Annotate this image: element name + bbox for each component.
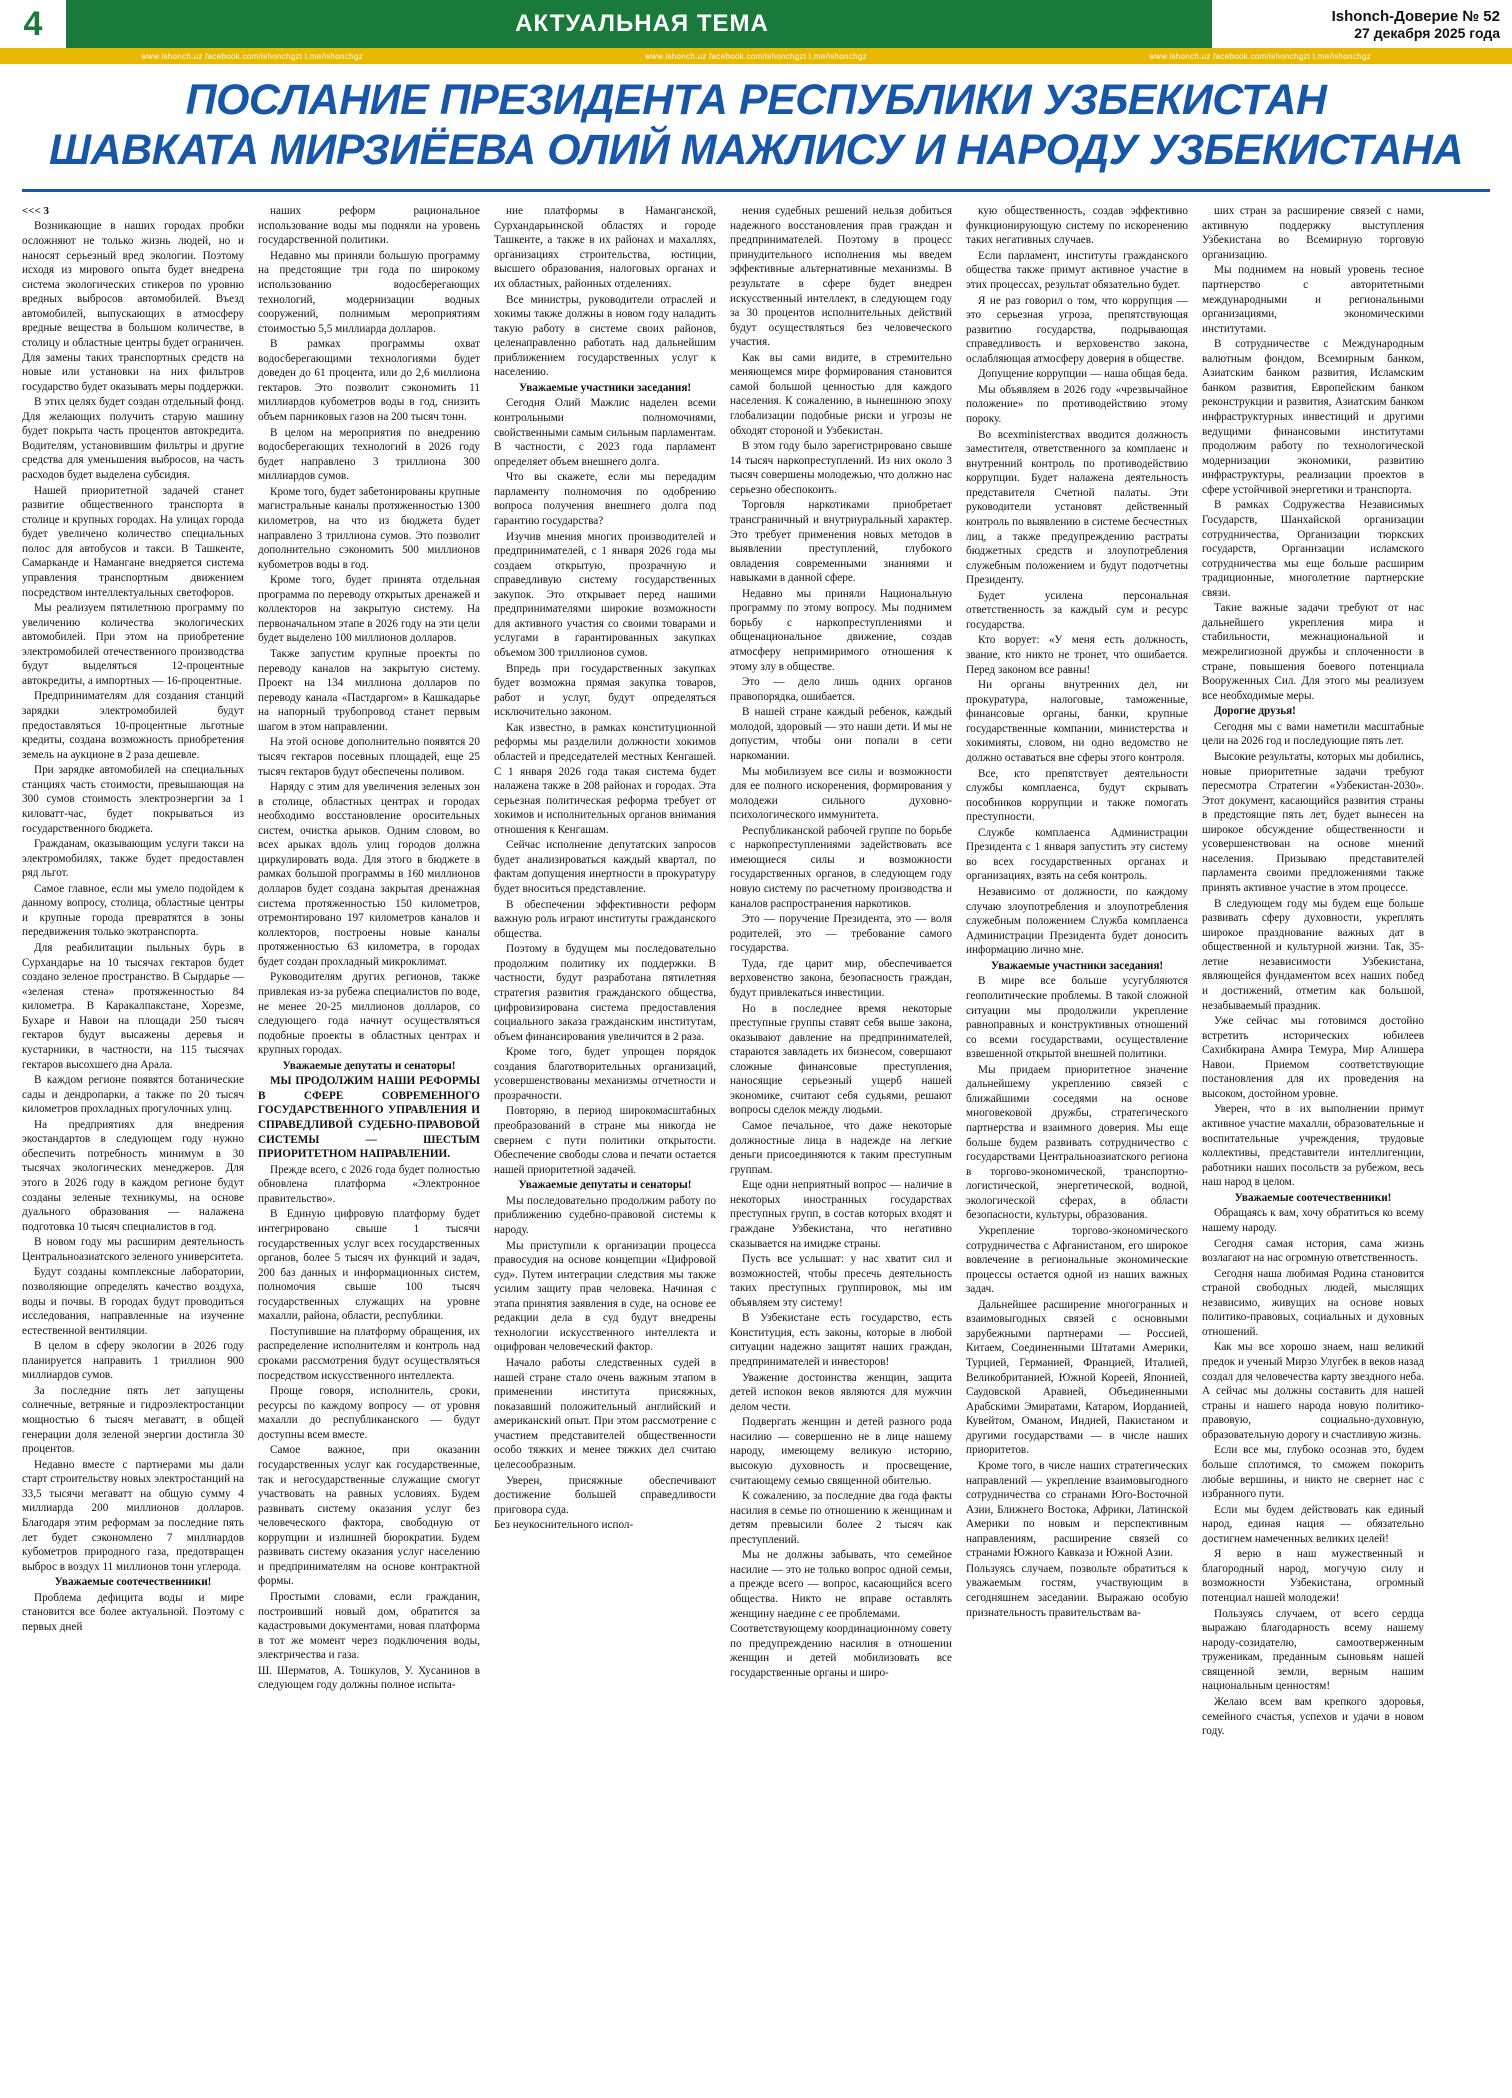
- paragraph: Кроме того, будет забетонированы крупные магистральные каналы протяженностью 1300 километров, на что из бюджета будет направлено 3 триллиона сумов. Это позволит дополнительно сэкономить 500 миллионов кубометров воды в год.: [258, 485, 480, 571]
- headline-line-2: ШАВКАТА МИРЗИЁЕВА ОЛИЙ МАЖЛИСУ И НАРОДУ УЗБЕКИСТАНА: [48, 125, 1464, 174]
- paragraph: МЫ ПРОДОЛЖИМ НАШИ РЕФОРМЫ В СФЕРЕ СОВРЕМЕННОГО ГОСУДАРСТВЕННОГО УПРАВЛЕНИЯ И СПРАВЕДЛИВОЙ СУДЕБНО-ПРАВОВОЙ СИСТЕМЫ — ШЕСТЫМ ПРИОРИТЕТНОМ НАПРАВЛЕНИИ.: [258, 1075, 480, 1161]
- paragraph: Кроме того, будет принята отдельная программа по переводу открытых дренажей и коллекторов на закрытую систему. На первоначальном этапе в 2026 году на эти цели будет выделено 100 миллионов долларов.: [258, 574, 480, 645]
- paragraph: Наряду с этим для увеличения зеленых зон в столице, областных центрах и городах необходимо восстановление оросительных систем, очистка арыков. Одним словом, во всех арыках вдоль улиц городов должна циркулировать вода. Для этого в бюджете в рамках большой программы в 160 миллионов долларов будет создана закрытая дренажная система протяженностью 150 километров, отремонтировано 197 километров каналов и коллекторов, построены новые каналы протяженностью 63 километра, в городах будет создан прохладный микроклимат.: [258, 781, 480, 968]
- paragraph: Предпринимателям для создания станций зарядки электромобилей будут предоставляться 10-процентные льготные кредиты, создана возможность приобретения земель на аукционе в 2 раза дешевле.: [22, 690, 244, 761]
- paragraph: Уверен, что в их выполнении примут активное участие махалли, образовательные и воспитательные учреждения, трудовые коллективы, представители интеллигенции, работники наших посольств за рубежом, весь наш народ в целом.: [1202, 1103, 1424, 1189]
- paragraph: Поэтому в будущем мы последовательно продолжим политику их поддержки. В частности, будут разработана пятилетняя стратегия развития гражданского общества, цифровизирована система предоставления социального заказа гражданским институтам, объем финансирования увеличится в 2 раза.: [494, 943, 716, 1043]
- paragraph: В нашей стране каждый ребенок, каждый молодой, здоровый — это наши дети. И мы не допустим, чтобы они попали в сети наркомании.: [730, 706, 952, 762]
- paragraph: Гражданам, оказывающим услуги такси на электромобилях, также будет предоставлен ряд льгот.: [22, 838, 244, 880]
- paragraph: Мы не должны забывать, что семейное насилие — это не только вопрос одной семьи, а прежде всего — вопрос, касающийся всего общества. Никто не вправе оставлять женщину наедине с ее проблемами.: [730, 1549, 952, 1620]
- paragraph: На этой основе дополнительно появятся 20 тысяч гектаров посевных площадей, еще 25 тысяч гектаров будут обеспечены поливом.: [258, 736, 480, 778]
- paragraph: В рамках Содружества Независимых Государств, Шанхайской организации сотрудничества, Организации тюркских государств, Организации исламского сотрудничества мы еще больше расширим традиционные, многолетние партнерские связи.: [1202, 499, 1424, 599]
- paragraph: Пользуясь случаем, от всего сердца выражаю благодарность всему нашему народу-созидателю, самоотверженным труженикам, преданным сыновьям нашей священной земли, верным нашим национальным ценностям!: [1202, 1607, 1424, 1693]
- paragraph: Будет усилена персональная ответственность за каждый сум и ресурс государства.: [966, 589, 1188, 631]
- paragraph: В целом на мероприятия по внедрению водосберегающих технологий в 2026 году будет направлено 3 триллиона 300 миллиардов сумов.: [258, 426, 480, 483]
- paragraph: Будут созданы комплексные лаборатории, позволяющие определять качество воздуха, воды и почвы. В городах будут проводиться исследования, направленные на изучение естественной вентиляции.: [22, 1266, 244, 1337]
- paragraph: Недавно мы приняли Национальную программу по этому вопросу. Мы поднимем борьбу с наркопреступлениями и общенациональное движение, создав атмосферу непримиримого отношения к этому злу в обществе.: [730, 587, 952, 673]
- publication-name: Ishonch-Доверие № 52: [1331, 7, 1500, 25]
- paragraph: Для реабилитации пыльных бурь в Сурхандарье на 10 тысячах гектаров будет создано зеленое пространство. В Сырдарье — «зеленая стена» протяженностью 84 километра. В Каракалпакстане, Хорезме, Бухаре и Навои на площади 250 тысяч гектаров будут высажены деревья и кустарники, в частности, на 115 тысячах гектаров высохшего дна Арала.: [22, 942, 244, 1071]
- paragraph: Мы придаем приоритетное значение дальнейшему укреплению связей с ближайшими соседями на основе многовековой дружбы, стратегического партнерства и взаимного доверия. Мы еще больше будем развивать сотрудничество с государствами Центральноазиатского региона в торгово-экономической, транспортно-логистической, энергетической, водной, экологической сферах, в области безопасности, культуры, образования.: [966, 1063, 1188, 1222]
- paragraph: Руководителям других регионов, также привлекая из-за рубежа специалистов по воде, не менее 20-25 миллионов долларов, со следующего года начнут осуществляться подобные проекты в областных центрах и крупных городах.: [258, 971, 480, 1057]
- paragraph: В сотрудничестве с Международным валютным фондом, Всемирным банком, Азиатским банком развития, Исламским банком развития, Европейским банком реконструкции и развития, Азиатским банком инфраструктурных инвестиций и другими ведущими финансовыми институтами продолжим работу по технологической модернизации экономики, развитию инфраструктуры, реализации проектов в сфере устойчивой энергетики и транспорта.: [1202, 338, 1424, 496]
- paragraph: Я верю в наш мужественный и благородный народ, могучую силу и возможности Узбекистана, огромный потенциал нашей молодежи!: [1202, 1548, 1424, 1605]
- paragraph: В обеспечении эффективности реформ важную роль играют институты гражданского общества.: [494, 898, 716, 940]
- paragraph: ших стран за расширение связей с нами, активную поддержку выступления Узбекистана во Всемирную торговую организацию.: [1202, 205, 1424, 261]
- paragraph: Без неукоснительного испол-: [494, 1519, 634, 1532]
- paragraph: Республиканской рабочей группе по борьбе с наркопреступлениями задействовать все имеющиеся силы и возможности государственных органов, в следующем году новую систему по расчетному производства и каналов распространения наркотиков.: [730, 824, 952, 910]
- paragraph: На предприятиях для внедрения экостандартов в следующем году нужно обеспечить потребность минимум в 30 тысячах экологических менеджеров. Для этого в 2026 году в каждом регионе будут созданы зеленые техникумы, на основе дуального образования — налажена подготовка 10 тысяч специалистов в год.: [22, 1118, 244, 1233]
- paragraph: Сегодня Олий Мажлис наделен всеми контрольными полномочиями, свойственными самым сильным парламентам. В частности, с 2023 года парламент определяет объем внешнего долга.: [494, 397, 716, 468]
- paragraph: Начало работы следственных судей в нашей стране стало очень важным этапом в применении института присяжных, показавший положительный английский и американский опыт. При этом рассмотрение с участием представителей общественности особо тяжких и менее тяжких дел считаю целесообразным.: [494, 1357, 716, 1471]
- paragraph: Укрепление торгово-экономического сотрудничества с Афганистаном, его широкое вовлечение в региональные экономические процессы остается одной из наших важных задач.: [966, 1224, 1188, 1296]
- paragraph: Это — дело лишь одних органов правопорядка, ошибается.: [730, 676, 952, 703]
- paragraph: Все, кто препятствует деятельности службы комплаенса, будут скрывать пособников коррупции и также помогать преступности.: [966, 767, 1188, 824]
- paragraph: Прежде всего, с 2026 года будет полностью обновлена платформа «Электронное правительство».: [258, 1163, 480, 1205]
- link-segment-1[interactable]: www.ishonch.uz facebook.com/ishonchgzt t.me/ishonchgz: [141, 51, 363, 61]
- paragraph: Сейчас исполнение депутатских запросов будет анализироваться каждый квартал, по фактам допущения инертности в прокуратуру будет вноситься представление.: [494, 839, 716, 896]
- paragraph: Сегодня самая история, сама жизнь возлагают на нас огромную ответственность.: [1202, 1237, 1424, 1265]
- paragraph: Но в последнее время некоторые преступные группы ставят себя выше закона, оказывают давление на предпринимателей, стараются завладеть их бизнесом, совершают сложные финансовые преступления, наносящие серьезный ущерб нашей экономике, считают себя судьями, решают вопросы сделок между людьми.: [730, 1002, 952, 1117]
- paragraph: Желаю всем вам крепкого здоровья, семейного счастья, успехов и удачи в новом году.: [1202, 1695, 1424, 1738]
- paragraph: Ни органы внутренних дел, ни прокуратура, налоговые, таможенные, финансовые органы, банки, крупные государственные компании, министерства и хокимияты, словом, ни одно ведомство не должно оставаться вне сферы этого контроля.: [966, 679, 1188, 764]
- text-column-4: [730, 204, 952, 1740]
- paragraph: Мы последовательно продолжим работу по приближению судебно-правовой системы к народу.: [494, 1194, 716, 1236]
- paragraph: Еще одни неприятный вопрос — наличие в некоторых иностранных государствах преступных групп, в состав которых входят и граждане Узбекистана, что негативно сказывается на имидже страны.: [730, 1179, 952, 1250]
- paragraph: наших реформ рациональное использование воды мы подняли на уровень государственной политики.: [258, 205, 480, 247]
- paragraph: Службе комплаенса Администрации Президента с 1 января запустить эту систему во всех государственных органах и организациях, взять на себя контроль.: [966, 826, 1188, 883]
- paragraph: Кроме того, в числе наших стратегических направлений — укрепление взаимовыгодного сотрудничества со странами Юго-Восточной Азии, Ближнего Востока, Африки, Латинской Америки по новым и перспективным направлениям, расширение связей со странами Южного Кавказа и Южной Азии.: [966, 1459, 1188, 1560]
- paragraph: В каждом регионе появятся ботанические сады и дендропарки, а также по 20 тысяч километров прохладных прогулочных улиц.: [22, 1074, 244, 1116]
- paragraph: Независимо от должности, по каждому случаю злоупотребления и злоупотребления служебным положением Служба комплаенса Администрации Президента будет доносить информацию лично мне.: [966, 886, 1188, 957]
- paragraph: Впредь при государственных закупках будет возможна прямая закупка товаров, работ и услуг, будут определяться исключительно законом.: [494, 662, 716, 719]
- paragraph: Сегодня мы с вами наметили масштабные цели на 2026 год и последующие пять лет.: [1202, 720, 1424, 748]
- website-link-strip: [0, 48, 1512, 64]
- paragraph: В следующем году мы будем еще больше развивать сферу духовности, укреплять широкое празднование важных дат в общественной и культурной жизни. Так, 35-летие независимости Узбекистана, являющейся фундаментом всех наших побед и достижений, отметим как большой, незабываемый праздник.: [1202, 897, 1424, 1012]
- paragraph: Нашей приоритетной задачей станет развитие общественного транспорта в столице и крупных городах. На улицах города будет увеличено количество специальных полос для автобусов и такси. В Ташкенте, Самарканде и Намангане внедряется система управления транспортным движением посредством интеллектуальных светофоров.: [22, 484, 244, 599]
- paragraph: Обращаясь к вам, хочу обратиться ко всему нашему народу.: [1202, 1207, 1424, 1234]
- paragraph: К сожалению, за последние два года факты насилия в семье по отношению к женщинам и детям превысили более 2 тысяч как преступлений.: [730, 1490, 952, 1546]
- paragraph: Такие важные задачи требуют от нас дальнейшего укрепления мира и стабильности, межнациональной и межрелигиозной дружбы и сплоченности в стране, повышения боевого потенциала Вооруженных Сил. Для этого мы реализуем все необходимые меры.: [1202, 602, 1424, 702]
- paragraph: Если все мы, глубоко осознав это, будем больше сплотимся, то сможем покорить любые вершины, и никто не свернет нас с избранного пути.: [1202, 1444, 1424, 1501]
- paragraph: Как мы все хорошо знаем, наш великий предок и ученый Мирзо Улугбек в веков назад создал для человечества карту звездного неба. А сейчас мы должны составить для нашей страны и нашего народа новую политико-правовую, социально-духовную, образовательную дорогу и счастливую жизнь.: [1202, 1341, 1424, 1441]
- paragraph: Мы приступили к организации процесса правосудия на основе концепции «Цифровой суд». Путем интеграции следствия мы также усилим защиту прав человека. Начиная с этапа принятия заявления в суде, на основе ее редакции дела в суд будут внедрены технологии искусственного интеллекта и оцифрован человеческий фактор.: [494, 1239, 716, 1354]
- paragraph: Уверен, присяжные обеспечивают достижение большей справедливости приговора суда.: [494, 1474, 716, 1516]
- paragraph: Я не раз говорил о том, что коррупция — это серьезная угроза, препятствующая развитию государства, подрывающая справедливость и верховенство закона, ослабляющая атмосферу доверия в обществе.: [966, 294, 1188, 365]
- text-column-6: [1202, 204, 1424, 1740]
- paragraph: Недавно вместе с партнерами мы дали старт строительству новых электростанций на 33,5 тысячи мегаватт на общую сумму 4 миллиарда 200 миллионов долларов. Благодаря этим реформам за последние пять лет будет сэкономлено 7 миллиардов кубометров природного газа, предотвращен выброс в воздух 11 миллионов тонн углерода.: [22, 1458, 244, 1573]
- paragraph: Все министры, руководители отраслей и хокимы также должны в новом году наладить такую работу в системе своих районов, целенаправленно работать над дальнейшим приближением государственных услуг к населению.: [494, 293, 716, 379]
- paragraph: Мы поднимем на новый уровень тесное партнерство с авторитетными международными и региональными организациями, экономическими институтами.: [1202, 264, 1424, 335]
- paragraph: Соответствующему координационному совету по предупреждению насилия в отношении женщин и детей мобилизовать все государственные органы и широ-: [730, 1623, 952, 1679]
- paragraph: Простыми словами, если гражданин, построивший новый дом, обратится за кадастровыми документами, новая платформа в тот же момент через подключения воды, электричества и газа.: [258, 1591, 480, 1662]
- paragraph: Уважаемые депутаты и сенаторы!: [518, 1179, 692, 1192]
- paragraph: В Узбекистане есть государство, есть Конституция, есть законы, которые в любой ситуации надежно защитят наших граждан, предпринимателей и инвесторов!: [730, 1312, 952, 1369]
- paragraph: Уже сейчас мы готовимся достойно встретить исторических юбилеев Сахибкирана Амира Темура, Мир Алишера Навои. Приемом соответствующие постановления для их проведения на высоком, достойном уровне.: [1202, 1015, 1424, 1100]
- paragraph: Мы мобилизуем все силы и возможности для ее полного искоренения, формирования у молодежи сильного духовно-психологического иммунитета.: [730, 765, 952, 822]
- paragraph: Поступившие на платформу обращения, их распределение исполнителям и контроль над сроками рассмотрения будут осуществляться посредством искусственного интеллекта.: [258, 1325, 480, 1382]
- masthead-publication: [1212, 0, 1512, 48]
- paragraph: Кто ворует: «У меня есть должность, звание, кто никто не тронет, что ошибается. Перед законом все равны!: [966, 634, 1188, 676]
- paragraph: Уважаемые соотечественники!: [54, 1576, 212, 1589]
- article-headline: [0, 64, 1512, 179]
- paragraph: В Единую цифровую платформу будет интегрировано свыше 1 тысячи государственных услуг всех государственных органов, более 5 тысяч их функций и задач, 200 баз данных и информационных систем, полномочия свыше 100 тысяч государственных служащих на уровне махалли, района, области, республики.: [258, 1208, 480, 1323]
- paragraph: Это — поручение Президента, это — воля родителей, это — требование самого государства.: [730, 913, 952, 955]
- text-column-1: [22, 204, 244, 1740]
- paragraph: Ш. Шерматов, А. Тошкулов, У. Хусанинов в следующем году должны полное испыта-: [258, 1664, 480, 1692]
- paragraph: В этих целях будет создан отдельный фонд. Для желающих получить старую машину будет покрыта часть процентов автокредита. Водителям, установившим фильтры и другие средства для уменьшения выбросов, на часть расходов будет выделена субсидия.: [22, 396, 244, 482]
- paragraph: Проще говоря, исполнитель, сроки, ресурсы по каждому вопросу — от уровня махалли до республиканского — будут доступны всем вместе.: [258, 1385, 480, 1441]
- paragraph: ние платформы в Наманганской, Сурхандарьинской областях и городе Ташкенте, а также в их районах и махаллях, организациях строительства, юстиции, высшего образования, налоговых органах и их областных, районных отделениях.: [494, 205, 716, 290]
- masthead: [0, 0, 1512, 48]
- paragraph: При зарядке автомобилей на специальных станциях часть стоимости, превышающая на 300 сумов стоимость электроэнергии за 1 киловатт-час, будет покрываться из государственного бюджета.: [22, 764, 244, 835]
- paragraph: Сегодня наша любимая Родина становится страной свободных людей, мыслящих независимо, живущих на основе новых политико-правовых, социальных и духовных отношений.: [1202, 1267, 1424, 1338]
- paragraph: Самое важное, при оказании государственных услуг как государственные, так и негосударственные служащие смогут участвовать на равных условиях. Будем развивать систему оказания услуг без человеческого фактора, свободную от коррупции и излишней бюрократии. Будем развивать систему оказания услуг населению и предпринимателям на основе контрактной формы.: [258, 1444, 480, 1588]
- paragraph: Если мы будем действовать как единый народ, единая нация — обязательно достигнем намеченных великих целей!: [1202, 1503, 1424, 1545]
- paragraph: <<< 3: [22, 205, 50, 218]
- paragraph: В этом году было зарегистрировано свыше 14 тысяч наркопреступлений. Из них около 3 тысяч совершены молодежью, что должно нас серьезно обеспокоить.: [730, 440, 952, 496]
- paragraph: В новом году мы расширим деятельность Центральноазиатского зеленого университета.: [22, 1236, 244, 1263]
- paragraph: За последние пять лет запущены солнечные, ветряные и гидроэлектростанции мощностью 6 тысяч мегаватт, в общей генерации доля зеленой энергии достигла 30 процентов.: [22, 1384, 244, 1456]
- paragraph: Пользуясь случаем, позвольте обратиться к уважаемым гостям, участвующим в сегодняшнем заседании. Выражаю особую признательность правительствам ва-: [966, 1562, 1188, 1619]
- paragraph: Как вы сами видите, в стремительно меняющемся мире формирования становится самой большой ценностью для каждого населения. К сожалению, в нынешнюю эпоху глобализации подобные риски и угрозы не обходят стороной и Узбекистан.: [730, 351, 952, 437]
- paragraph: Торговля наркотиками приобретает трансграничный и внутриуральный характер. Это требует применения новых методов в выявлении преступлений, глубокого овладения современными знаниями и навыками в данной сфере.: [730, 499, 952, 585]
- paragraph: Как известно, в рамках конституционной реформы мы разделили должности хокимов областей и председателей местных Кенгашей. С 1 января 2026 года такая система будет налажена также в 208 районах и городах. Эта серьезная политическая реформа требует от хокимов и исполнительных органов внимания отношения к Кенгашам.: [494, 721, 716, 836]
- paragraph: Подвергать женщин и детей разного рода насилию — совершенно не в лице нашему народу, имеющему великую историю, высокую духовность и просвещение, считающему семью священной обителью.: [730, 1416, 952, 1487]
- paragraph: Самое печальное, что даже некоторые должностные лица в надежде на легкие деньги присоединяются к таким преступным группам.: [730, 1120, 952, 1176]
- headline-line-1: ПОСЛАНИЕ ПРЕЗИДЕНТА РЕСПУБЛИКИ УЗБЕКИСТАН: [185, 76, 1327, 124]
- text-column-3: [494, 204, 716, 1740]
- text-column-5: [966, 204, 1188, 1740]
- paragraph: В целом в сферу экологии в 2026 году планируется направить 1 триллион 900 миллиардов сумов.: [22, 1340, 244, 1382]
- paragraph: Изучив мнения многих производителей и предпринимателей, с 1 января 2026 года мы создаем открытую, прозрачную и справедливую систему государственных закупок. Это открывает перед нашими предпринимателями широкие возможности для активного участия со своими товарами и услугами в гарантированных закупках объемом 300 триллионов сумов.: [494, 530, 716, 660]
- publication-date: 27 декабря 2025 года: [1354, 24, 1500, 41]
- paragraph: В рамках программы охват водосберегающими технологиями будет доведен до 61 процента, или до 2,6 миллиона гектаров. Это позволит сэкономить 11 миллиардов кубометров воды в год, снизить объем парниковых газов на 200 тысяч тонн.: [258, 338, 480, 424]
- paragraph: Дальнейшее расширение многогранных и взаимовыгодных связей с основными зарубежными партнерами — Россией, Китаем, Соединенными Штатами Америки, Турцией, Германией, Францией, Италией, Великобританией, Южной Кореей, Японией, Саудовской Аравией, Объединенными Арабскими Эмиратами, Катаром, Иорданией, Кувейтом, Оманом, Индией, Пакистаном и другими государствами — в числе наших приоритетов.: [966, 1298, 1188, 1457]
- text-column-2: [258, 204, 480, 1740]
- paragraph: Уважаемые участники заседания!: [518, 381, 692, 394]
- paragraph: Повторяю, в период широкомасштабных преобразований в стране мы никогда не свернем с пути политики открытости. Обеспечение свободы слова и печати остается нашей приоритетной задачей.: [494, 1105, 716, 1176]
- masthead-section: [72, 0, 1212, 48]
- paragraph: Кроме того, будет упрощен порядок создания благотворительных организаций, усовершенствованы механизмы отчетности и прозрачности.: [494, 1046, 716, 1102]
- paragraph: Возникающие в наших городах пробки осложняют не только жизнь людей, но и наносят серьезный вред экологии. Поэтому исходя из мирового опыта будет внедрена система экологических стикеров по уровню вредных выбросов автомобилей. Въезд автомобилей, выпускающих в атмосферу вредные вещества в большом количестве, в столицу и областные центры будет ограничен. Для замены таких транспортных средств на новые или установки на них фильтров государство будет оказывать меры поддержки.: [22, 220, 244, 393]
- paragraph: нения судебных решений нельзя добиться надежного восстановления прав граждан и предпринимателей. Поэтому в процесс принудительного исполнения мы введем эффективные альтернативные механизмы. В результате в сфере будет внедрен искусственный интеллект, в следующем году за 30 процентов исполнительных действий будут осуществляться без человеческого участия.: [730, 205, 952, 349]
- paragraph: Что вы скажете, если мы передадим парламенту полномочия по одобрению вопроса получения внешнего долга под гарантию государства?: [494, 471, 716, 527]
- paragraph: В мире все больше усугубляются геополитические проблемы. В такой сложной ситуации мы продолжили укрепление равноправных и конструктивных отношений со всеми государствами, осуществление взвешенной открытой внешней политики.: [966, 975, 1188, 1061]
- page-number: 4: [0, 0, 66, 48]
- paragraph: Дорогие друзья!: [1214, 705, 1296, 718]
- paragraph: Мы объявляем в 2026 году «чрезвычайное положение» по противодействию этому пороку.: [966, 383, 1188, 426]
- paragraph: Если парламент, институты гражданского общества также примут активное участие в этих процессах, результат обязательно будет.: [966, 249, 1188, 291]
- paragraph: Уважаемые участники заседания!: [990, 959, 1164, 972]
- paragraph: Проблема дефицита воды и мире становится все более актуальной. Поэтому с первых дней: [22, 1591, 244, 1633]
- paragraph: Допущение коррупции — наша общая беда.: [978, 368, 1188, 381]
- article-body: [0, 192, 1512, 1758]
- link-segment-2[interactable]: www.ishonch.uz facebook.com/ishonchgzt t.me/ishonchgz: [645, 51, 867, 61]
- paragraph: Пусть все услышат: у нас хватит сил и возможностей, чтобы пресечь деятельность таких преступных группировок, мы им объявляем эту систему!: [730, 1253, 952, 1309]
- paragraph: Мы реализуем пятилетнюю программу по увеличению количества экологических автомобилей. При этом на приобретение электромобилей отечественного производства будут выделяться 12-процентные автокредиты, а импортных — 16-процентные.: [22, 602, 244, 687]
- paragraph: Недавно мы приняли большую программу на предстоящие три года по широкому использованию водосберегающих технологий, модернизации водных сооружений, полнимым мероприятиям стоимостью 5,5 миллиарда долларов.: [258, 249, 480, 335]
- paragraph: Туда, где царит мир, обеспечивается верховенство закона, безопасность граждан, будут привлекаться инвестиции.: [730, 957, 952, 999]
- paragraph: Уважение достоинства женщин, защита детей испокон веков являются для мужчин делом чести.: [730, 1371, 952, 1413]
- paragraph: Также запустим крупные проекты по переводу каналов на закрытую систему. Проект на 134 миллиона долларов по переводу канала «Пастдаргом» в Кашкадарье на напорный трубопровод станет первым шагом в этом направлении.: [258, 648, 480, 733]
- paragraph: Во всехministerствах вводится должность заместителя, ответственного за комплаенс и внутренний контроль по противодействию коррупции. Будет налажена деятельность представителя Счетной палаты. Эти руководители установят действенный контроль по выявлению в системе бесчестных лиц, а также предупреждению растраты бюджетных средств и злоупотребления служебным положением и будут подотчетны Президенту.: [966, 428, 1188, 587]
- paragraph: Уважаемые депутаты и сенаторы!: [282, 1059, 456, 1072]
- paragraph: Самое главное, если мы умело подойдем к данному вопросу, столица, областные центры и крупные города превратятся в зоны передвижения только экотранспорта.: [22, 882, 244, 939]
- paragraph: Уважаемые соотечественники!: [1234, 1191, 1392, 1204]
- link-segment-3[interactable]: www.ishonch.uz facebook.com/ishonchgzt t.me/ishonchgz: [1149, 51, 1371, 61]
- section-title: АКТУАЛЬНАЯ ТЕМА: [515, 10, 769, 37]
- paragraph: кую общественность, создав эффективно функционирующую систему по искоренению таких негативных случаев.: [966, 205, 1188, 247]
- paragraph: Высокие результаты, которых мы добились, новые приоритетные задачи требуют пересмотра Стратегии «Узбекистан-2030». Этот документ, касающийся развития страны в предстоящие пять лет, будет вынесен на широкое обсуждение общественности и усовершенствован на основе мнений населения. Призываю представителей парламента своими предложениями также принять активное участие в этом процессе.: [1202, 750, 1424, 895]
